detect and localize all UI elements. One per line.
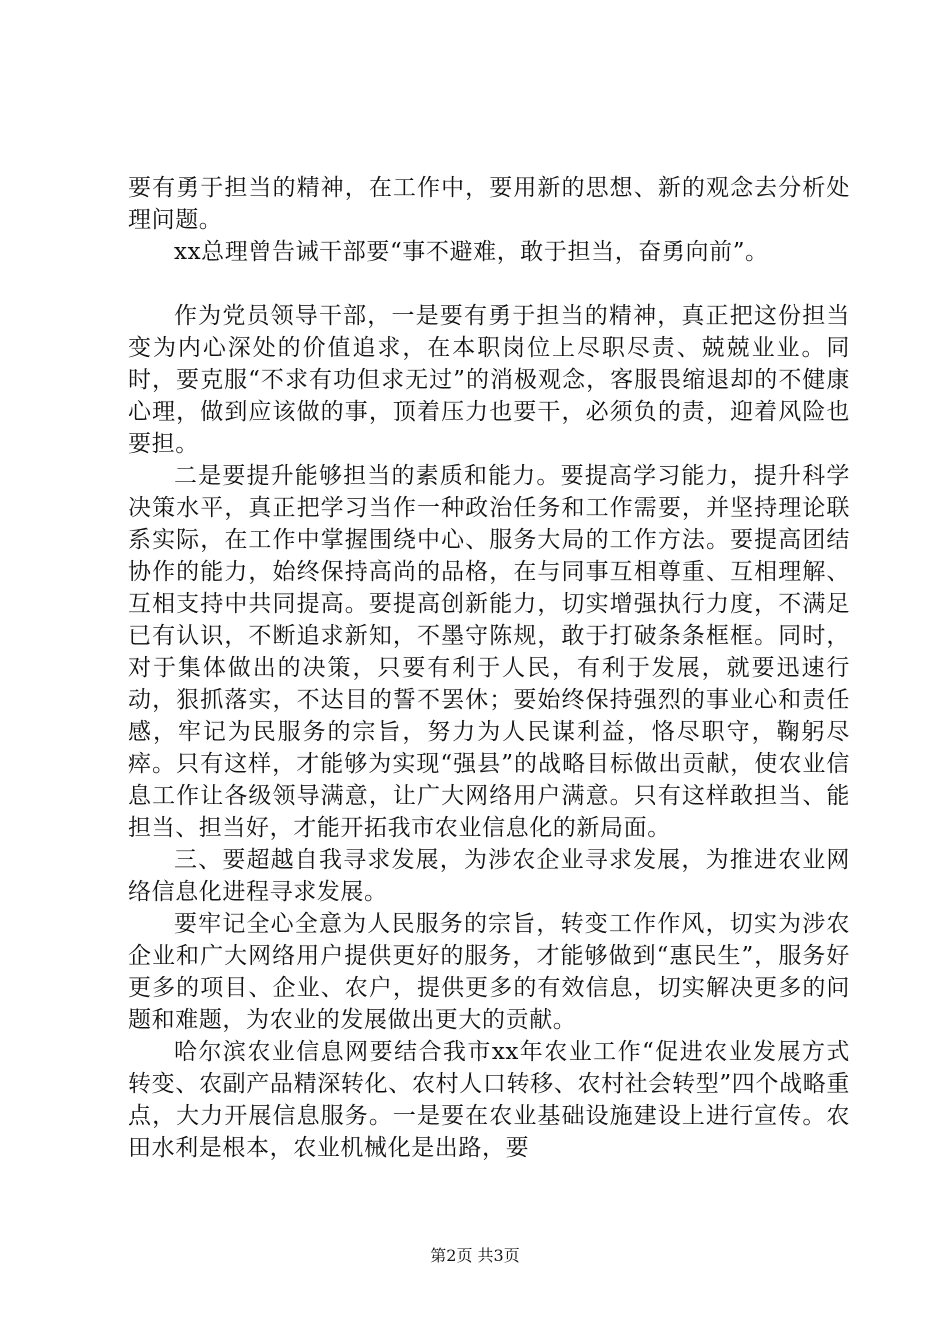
page-footer: 第2页 共3页 xyxy=(430,1246,520,1265)
paragraph-1: 要有勇于担当的精神，在工作中，要用新的思想、新的观念去分析处理问题。 xyxy=(128,175,850,233)
paragraph-2: xx总理曾告诫干部要“事不避难，敢于担当，奋勇向前”。 xyxy=(174,239,769,265)
paragraph-3: 作为党员领导干部，一是要有勇于担当的精神，真正把这份担当变为内心深处的价值追求，在本职岗位上尽职尽责、兢兢业业。同时，要克服“不求有功但求无过”的消极观念，客服畏缩退却的不健康心理，做到应该做的事，顶着压力也要干，必须负的责，迎着风险也要担。 xyxy=(128,303,850,457)
paragraph-4: 二是要提升能够担当的素质和能力。要提高学习能力，提升科学决策水平，真正把学习当作一种政治任务和工作需要，并坚持理论联系实际，在工作中掌握围绕中心、服务大局的工作方法。要提高团结协作的能力，始终保持高尚的品格，在与同事互相尊重、互相理解、互相支持中共同提高。要提高创新能力，切实增强执行力度，不满足已有认识，不断追求新知，不墨守陈规，敢于打破条条框框。同时，对于集体做出的决策，只要有利于人民，有利于发展，就要迅速行动，狠抓落实，不达目的誓不罢休；要始终保持强烈的事业心和责任感，牢记为民服务的宗旨，努力为人民谋利益，恪尽职守，鞠躬尽瘁。只有这样，才能够为实现“强县”的战略目标做出贡献，使农业信息工作让各级领导满意，让广大网络用户满意。只有这样敢担当、能担当、担当好，才能开拓我市农业信息化的新局面。 xyxy=(128,463,850,841)
document-body xyxy=(128,172,850,1164)
paragraph-7: 哈尔滨农业信息网要结合我市xx年农业工作“促进农业发展方式转变、农副产品精深转化、农村人口转移、农村社会转型”四个战略重点，大力开展信息服务。一是要在农业基础设施建设上进行宣传。农田水利是根本，农业机械化是出路，要 xyxy=(128,1039,850,1161)
paragraph-6: 要牢记全心全意为人民服务的宗旨，转变工作作风，切实为涉农企业和广大网络用户提供更好的服务，才能够做到“惠民生”，服务好更多的项目、企业、农户，提供更多的有效信息，切实解决更多的问题和难题，为农业的发展做出更大的贡献。 xyxy=(128,911,850,1033)
paragraph-5: 三、要超越自我寻求发展，为涉农企业寻求发展，为推进农业网络信息化进程寻求发展。 xyxy=(128,847,850,905)
